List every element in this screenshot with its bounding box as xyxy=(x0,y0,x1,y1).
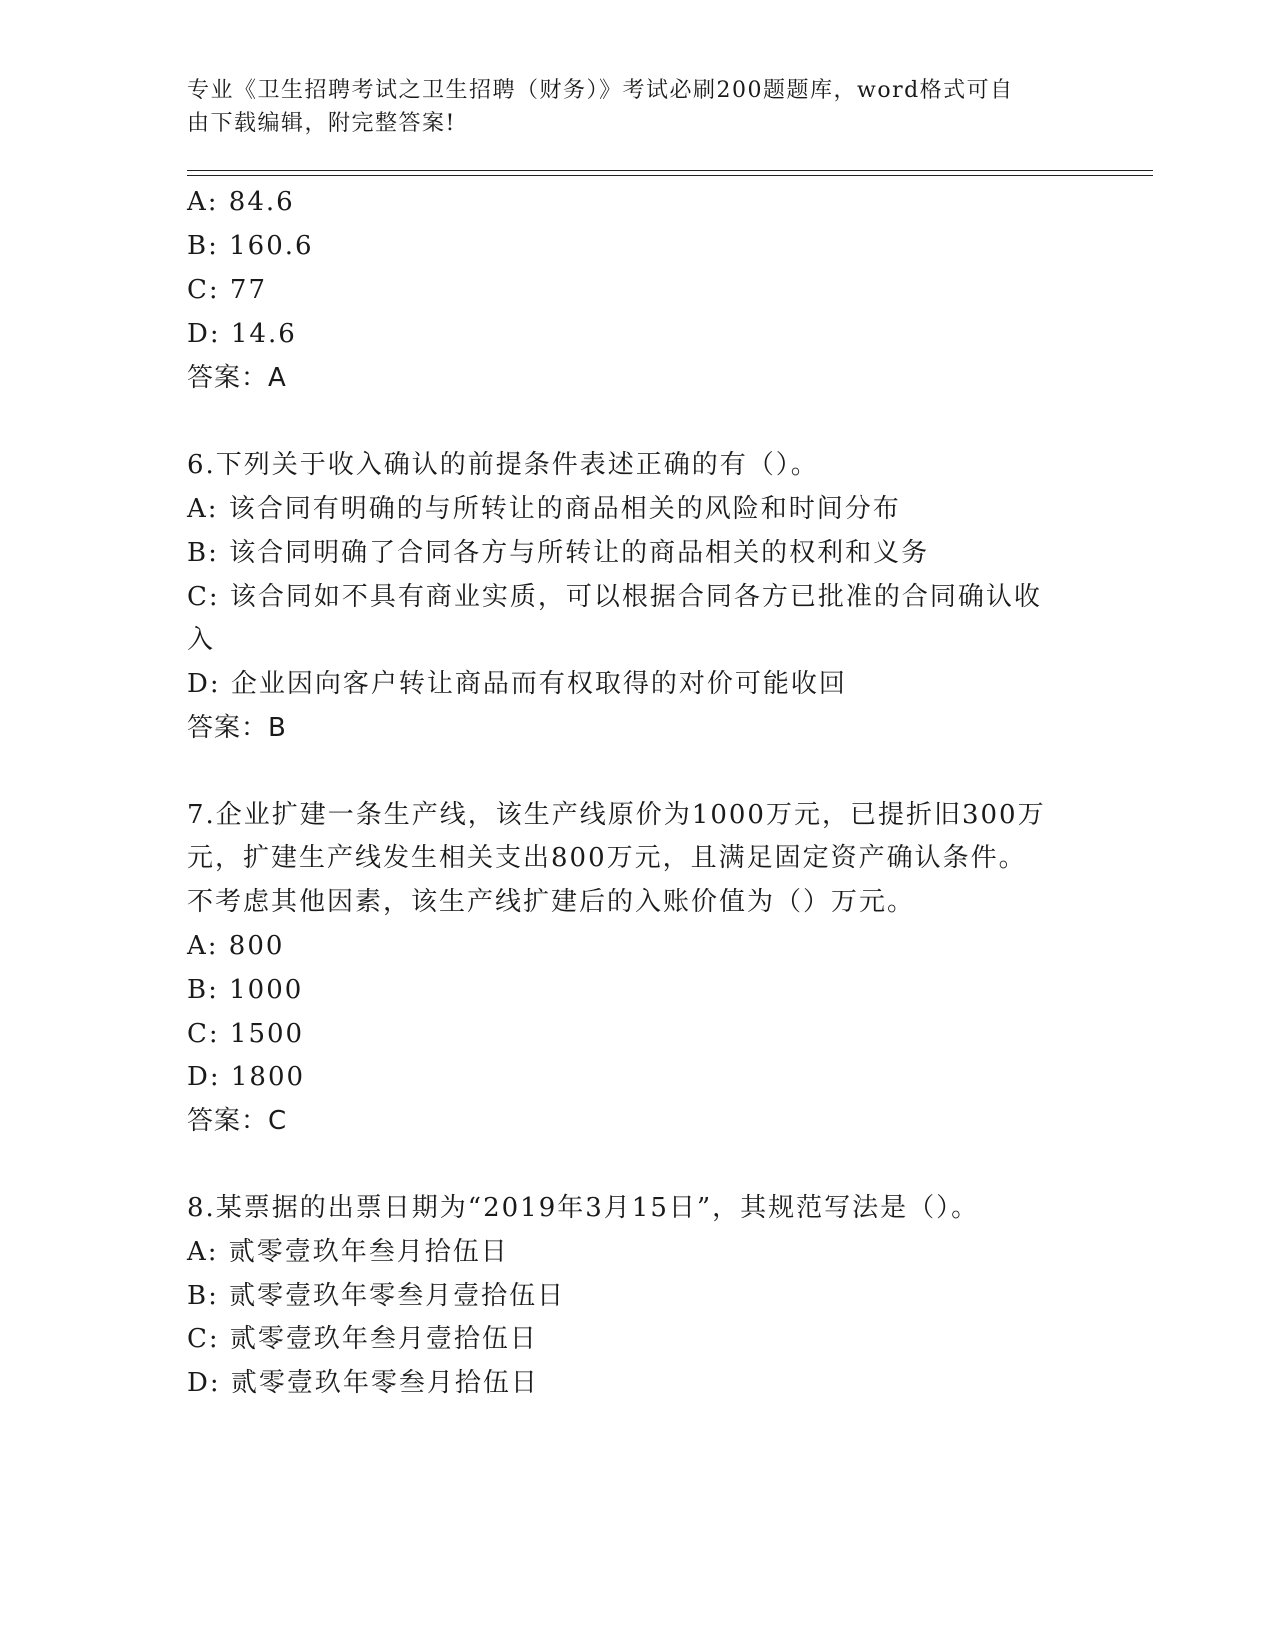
q5-option-b: B: 160.6 xyxy=(187,231,314,261)
q8-option-c: C: 贰零壹玖年叁月壹拾伍日 xyxy=(187,1324,538,1354)
q7-option-a: A: 800 xyxy=(187,931,285,961)
q6-option-c-line-2: 入 xyxy=(187,625,216,655)
header-line-2: 由下载编辑，附完整答案! xyxy=(187,111,456,136)
q6-option-b: B: 该合同明确了合同各方与所转让的商品相关的权利和义务 xyxy=(187,538,930,568)
q5-option-c: C: 77 xyxy=(187,275,268,305)
document-header xyxy=(187,74,1067,140)
q5-option-d: D: 14.6 xyxy=(187,319,297,349)
q6-stem: 6.下列关于收入确认的前提条件表述正确的有（）。 xyxy=(187,450,819,480)
header-rule-bottom xyxy=(187,175,1153,176)
q6-option-d: D: 企业因向客户转让商品而有权取得的对价可能收回 xyxy=(187,669,847,699)
q8-option-d: D: 贰零壹玖年零叁月拾伍日 xyxy=(187,1368,539,1398)
q5-answer: 答案：A xyxy=(187,363,287,393)
q6-option-c-line-1: C: 该合同如不具有商业实质，可以根据合同各方已批准的合同确认收 xyxy=(187,582,1042,612)
q7-option-c: C: 1500 xyxy=(187,1019,305,1049)
q6-option-a: A: 该合同有明确的与所转让的商品相关的风险和时间分布 xyxy=(187,494,901,524)
q7-stem-line-1: 7.企业扩建一条生产线，该生产线原价为1000万元，已提折旧300万 xyxy=(187,800,1046,830)
q7-stem-line-3: 不考虑其他因素，该生产线扩建后的入账价值为（）万元。 xyxy=(187,887,916,917)
q5-option-a: A: 84.6 xyxy=(187,187,295,217)
header-line-1: 专业《卫生招聘考试之卫生招聘（财务）》考试必刷200题题库，word格式可自 xyxy=(187,78,1014,103)
q6-answer: 答案：B xyxy=(187,713,287,743)
header-rule-top xyxy=(187,170,1153,171)
q8-stem: 8.某票据的出票日期为“2019年3月15日”，其规范写法是（）。 xyxy=(187,1193,980,1223)
q8-option-b: B: 贰零壹玖年零叁月壹拾伍日 xyxy=(187,1281,566,1311)
q7-option-d: D: 1800 xyxy=(187,1062,306,1092)
q7-stem-line-2: 元，扩建生产线发生相关支出800万元，且满足固定资产确认条件。 xyxy=(187,843,1027,873)
q7-option-b: B: 1000 xyxy=(187,975,304,1005)
q7-answer: 答案：C xyxy=(187,1106,288,1136)
q8-option-a: A: 贰零壹玖年叁月拾伍日 xyxy=(187,1237,509,1267)
